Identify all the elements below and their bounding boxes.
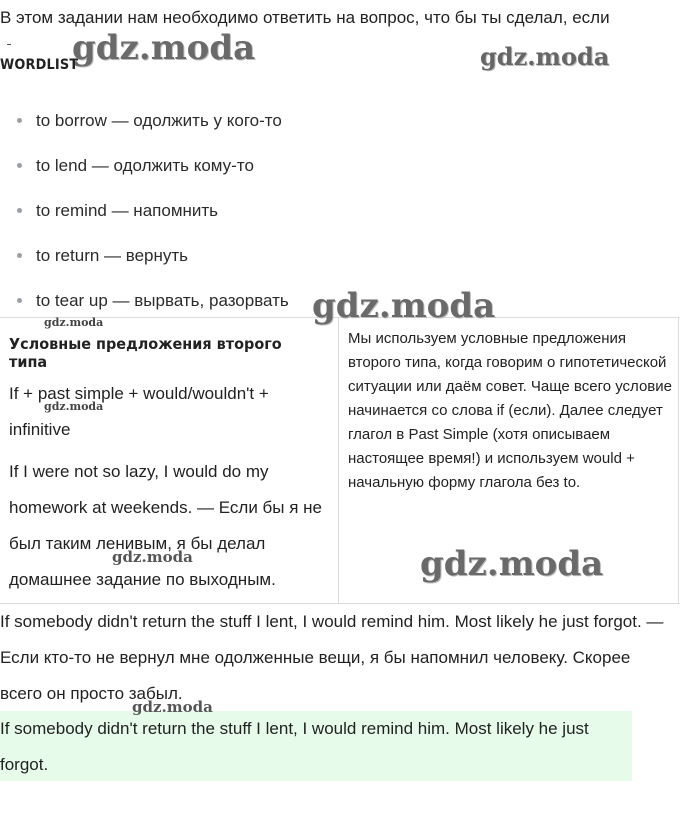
- watermark-logo: gdz.moda: [480, 42, 610, 71]
- list-item-text: to remind — напомнить: [36, 201, 219, 220]
- list-item-text: to return — вернуть: [36, 246, 189, 265]
- bullet-icon: [17, 253, 22, 258]
- bullet-icon: [17, 208, 22, 213]
- divider-mark: [7, 44, 11, 45]
- wordlist: [0, 98, 289, 323]
- watermark-logo: gdz.moda: [72, 28, 256, 68]
- intro-text: В этом задании нам необходимо ответить на вопрос, что бы ты сделал, если: [0, 8, 610, 27]
- watermark-logo: gdz.moda: [420, 544, 604, 584]
- list-item: [0, 233, 289, 278]
- list-item: [0, 143, 289, 188]
- list-item-text: to lend — одолжить кому-то: [36, 156, 254, 175]
- watermark-logo: gdz.moda: [132, 698, 213, 716]
- bullet-icon: [17, 118, 22, 123]
- watermark-logo: gdz.moda: [112, 548, 193, 566]
- bullet-icon: [17, 298, 22, 303]
- grammar-formula: If + past simple + would/wouldn't + infinitive: [9, 384, 269, 439]
- answer-highlight-text: If somebody didn't return the stuff I lent, I would remind him. Most likely he just forgot.: [0, 719, 589, 774]
- grammar-explanation: Мы используем условные предложения второго типа, когда говорим о гипотетической ситуации или даём совет. Чаще всего условие начинается со слова if (если). Далее следует глагол в Past Simple (хотя описываем настоящее время!) и используем would + начальную форму глагола без to.: [348, 330, 673, 491]
- list-item: [0, 98, 289, 143]
- watermark-logo: gdz.moda: [44, 400, 104, 413]
- list-item-text: to tear up — вырвать, разорвать: [36, 291, 289, 310]
- watermark-logo: gdz.moda: [44, 316, 104, 329]
- wordlist-heading: WORDLIST: [0, 57, 79, 73]
- answer-highlight: [0, 711, 632, 781]
- grammar-title: Условные предложения второго типа: [9, 335, 282, 371]
- grammar-example: If I were not so lazy, I would do my homework at weekends. — Если бы я не был таким ленивым, я бы делал домашнее задание по выходным.: [9, 462, 322, 589]
- list-item-text: to borrow — одолжить у кого-то: [36, 111, 282, 130]
- bullet-icon: [17, 163, 22, 168]
- list-item: [0, 188, 289, 233]
- watermark-logo: gdz.moda: [312, 286, 496, 326]
- answer-with-translation: If somebody didn't return the stuff I lent, I would remind him. Most likely he just forgot. — Если кто-то не вернул мне одолженные вещи, я бы напомнил человеку. Скорее всего он просто забыл.: [0, 612, 664, 703]
